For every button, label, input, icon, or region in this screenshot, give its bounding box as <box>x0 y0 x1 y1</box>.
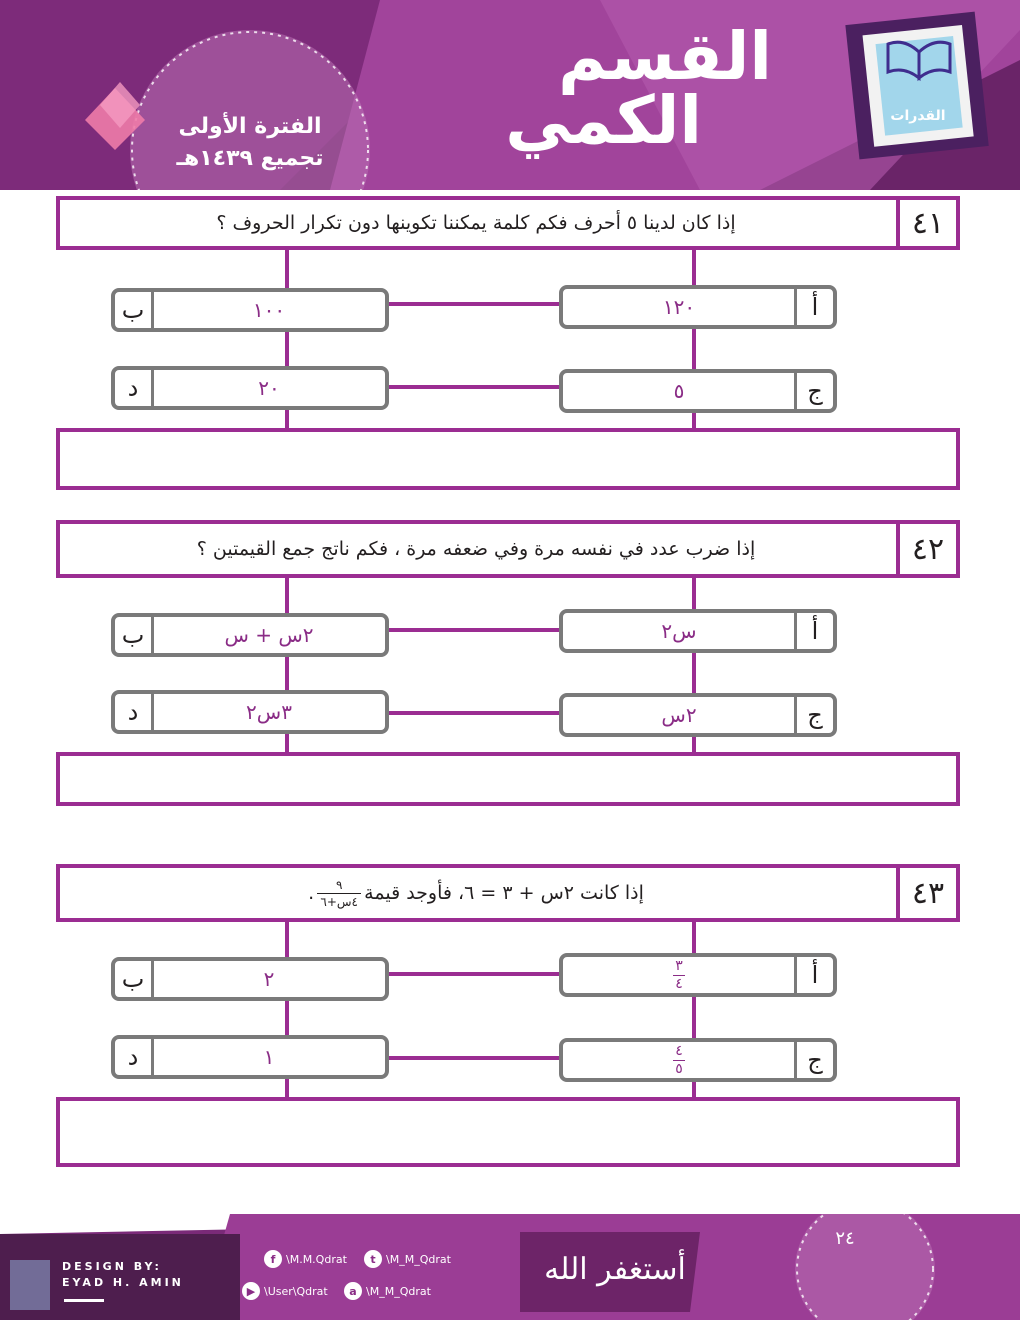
option-label: د <box>115 1039 154 1075</box>
question-text-end: . <box>308 882 315 904</box>
ask-link[interactable] <box>344 1282 431 1300</box>
option-c[interactable] <box>559 693 837 737</box>
question-text: إذا ضرب عدد في نفسه مرة وفي ضعفه مرة ، فكم ناتج جمع القيمتين ؟ <box>196 538 756 560</box>
youtube-link[interactable] <box>242 1282 328 1300</box>
question-text-main: إذا كانت ٢س + ٣ = ٦، فأوجد قيمة <box>364 882 644 904</box>
option-value: ٣س٢ <box>246 700 292 724</box>
answer-box[interactable] <box>56 1097 960 1167</box>
fraction <box>317 879 361 908</box>
question-number: ٤٣ <box>896 868 956 918</box>
question-text: إذا كان لدينا ٥ أحرف فكم كلمة يمكننا تكوينها دون تكرار الحروف ؟ <box>216 212 736 234</box>
collection-year: تجميع ١٤٣٩هـ <box>176 146 324 171</box>
facebook-link[interactable] <box>264 1250 347 1268</box>
question-box <box>56 520 960 578</box>
period-title: الفترة الأولى <box>178 114 322 139</box>
option-a[interactable] <box>559 953 837 997</box>
fraction-numerator: ٤ <box>675 1042 683 1059</box>
question-text <box>60 868 892 918</box>
connector-line <box>386 628 562 632</box>
connector-line <box>386 711 562 715</box>
option-b[interactable] <box>111 288 389 332</box>
fraction-denominator: ٥ <box>675 1060 683 1077</box>
designer-name: EYAD H. AMIN <box>62 1276 184 1289</box>
option-value: ٢ <box>263 967 275 991</box>
connector-line <box>386 385 562 389</box>
page-number: ٢٤ <box>835 1228 855 1249</box>
option-label: أ <box>794 613 833 649</box>
page-header <box>0 0 1020 190</box>
option-value <box>563 957 795 993</box>
option-value: س٢ <box>661 619 697 643</box>
twitter-handle: \M_M_Qdrat <box>386 1252 451 1266</box>
ask-icon: a <box>344 1282 362 1300</box>
option-label: ب <box>115 292 154 328</box>
question-number: ٤١ <box>896 200 956 246</box>
section-title-line1: القسم <box>558 18 772 95</box>
option-b[interactable] <box>111 613 389 657</box>
option-value: ١ <box>263 1045 275 1069</box>
option-label: ب <box>115 961 154 997</box>
option-value: ١٢٠ <box>662 295 696 319</box>
youtube-handle: \User\Qdrat <box>264 1284 328 1298</box>
option-value: ٢٠ <box>258 376 280 400</box>
fraction-numerator: ٩ <box>335 877 343 892</box>
option-d[interactable] <box>111 366 389 410</box>
option-value: ٥ <box>673 379 685 403</box>
option-label: د <box>115 370 154 406</box>
option-label: أ <box>794 289 833 325</box>
twitter-link[interactable] <box>364 1250 451 1268</box>
fraction-numerator: ٣ <box>675 957 683 974</box>
option-b[interactable] <box>111 957 389 1001</box>
option-d[interactable] <box>111 690 389 734</box>
question-box <box>56 864 960 922</box>
answer-box[interactable] <box>56 752 960 806</box>
connector-line <box>386 972 562 976</box>
option-a[interactable] <box>559 609 837 653</box>
option-label: د <box>115 694 154 730</box>
option-d[interactable] <box>111 1035 389 1079</box>
option-value: ٢س + س <box>224 623 314 647</box>
option-value <box>563 1042 795 1078</box>
option-label: ب <box>115 617 154 653</box>
option-c[interactable] <box>559 1038 837 1082</box>
book-logo-icon <box>884 32 954 82</box>
option-value: ١٠٠ <box>252 298 286 322</box>
option-a[interactable] <box>559 285 837 329</box>
option-label: ج <box>794 373 833 409</box>
page-footer <box>0 1214 1020 1320</box>
logo-text: القدرات <box>890 108 946 124</box>
facebook-handle: \M.M.Qdrat <box>286 1252 347 1266</box>
option-label: ج <box>794 1042 833 1078</box>
answer-box[interactable] <box>56 428 960 490</box>
option-label: ج <box>794 697 833 733</box>
question-box <box>56 196 960 250</box>
youtube-icon: ▶ <box>242 1282 260 1300</box>
connector-line <box>386 302 562 306</box>
fraction <box>673 957 685 992</box>
fraction <box>673 1042 685 1077</box>
facebook-icon: f <box>264 1250 282 1268</box>
ask-handle: \M_M_Qdrat <box>366 1284 431 1298</box>
option-label: أ <box>794 957 833 993</box>
connector-line <box>386 1056 562 1060</box>
option-value: ٢س <box>661 703 697 727</box>
fraction-denominator: ٤س+٦ <box>320 894 358 909</box>
calligraphy-text: أستغفر الله <box>544 1252 686 1287</box>
question-number: ٤٢ <box>896 524 956 574</box>
option-c[interactable] <box>559 369 837 413</box>
design-by-label: DESIGN BY: <box>62 1260 162 1273</box>
fraction-denominator: ٤ <box>675 975 683 992</box>
designer-signature-icon <box>10 1260 50 1310</box>
twitter-icon: t <box>364 1250 382 1268</box>
section-title-line2: الكمي <box>505 82 702 159</box>
